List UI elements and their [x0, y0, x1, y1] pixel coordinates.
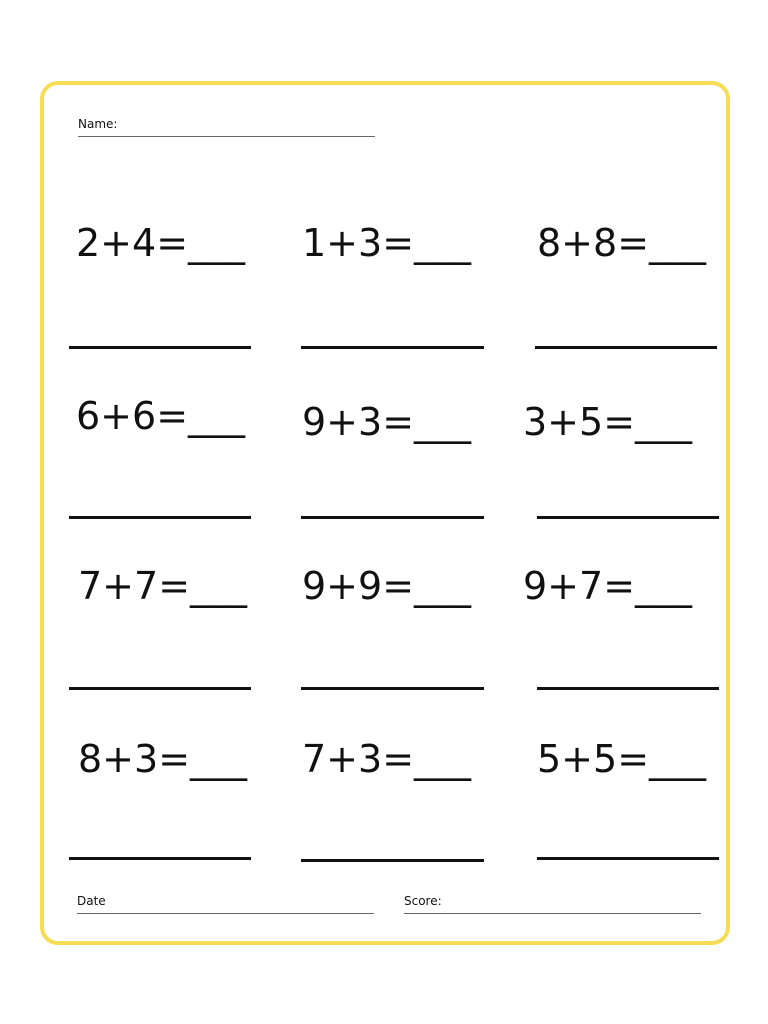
date-line[interactable]	[77, 913, 374, 914]
problem-2: 1+3=___	[302, 221, 472, 265]
problem-1: 2+4=___	[76, 221, 246, 265]
answer-line-8[interactable]	[301, 687, 484, 690]
problem-3: 8+8=___	[537, 221, 707, 265]
problem-11: 7+3=___	[302, 737, 472, 781]
answer-line-5[interactable]	[301, 516, 484, 519]
answer-line-4[interactable]	[69, 516, 251, 519]
problem-7: 7+7=___	[78, 564, 248, 608]
problem-9: 9+7=___	[523, 564, 693, 608]
answer-line-7[interactable]	[69, 687, 251, 690]
answer-line-10[interactable]	[69, 857, 251, 860]
name-label: Name:	[78, 117, 118, 131]
problem-4: 6+6=___	[76, 394, 246, 438]
answer-line-12[interactable]	[537, 857, 719, 860]
score-line[interactable]	[404, 913, 701, 914]
score-label: Score:	[404, 894, 442, 908]
name-line[interactable]	[78, 136, 375, 137]
answer-line-2[interactable]	[301, 346, 484, 349]
answer-line-9[interactable]	[537, 687, 719, 690]
problem-12: 5+5=___	[537, 737, 707, 781]
problem-6: 3+5=___	[523, 400, 693, 444]
problem-10: 8+3=___	[78, 737, 248, 781]
answer-line-1[interactable]	[69, 346, 251, 349]
answer-line-6[interactable]	[537, 516, 719, 519]
problem-5: 9+3=___	[302, 400, 472, 444]
answer-line-3[interactable]	[535, 346, 717, 349]
problem-8: 9+9=___	[302, 564, 472, 608]
date-label: Date	[77, 894, 106, 908]
worksheet-frame	[40, 81, 730, 945]
answer-line-11[interactable]	[301, 859, 484, 862]
